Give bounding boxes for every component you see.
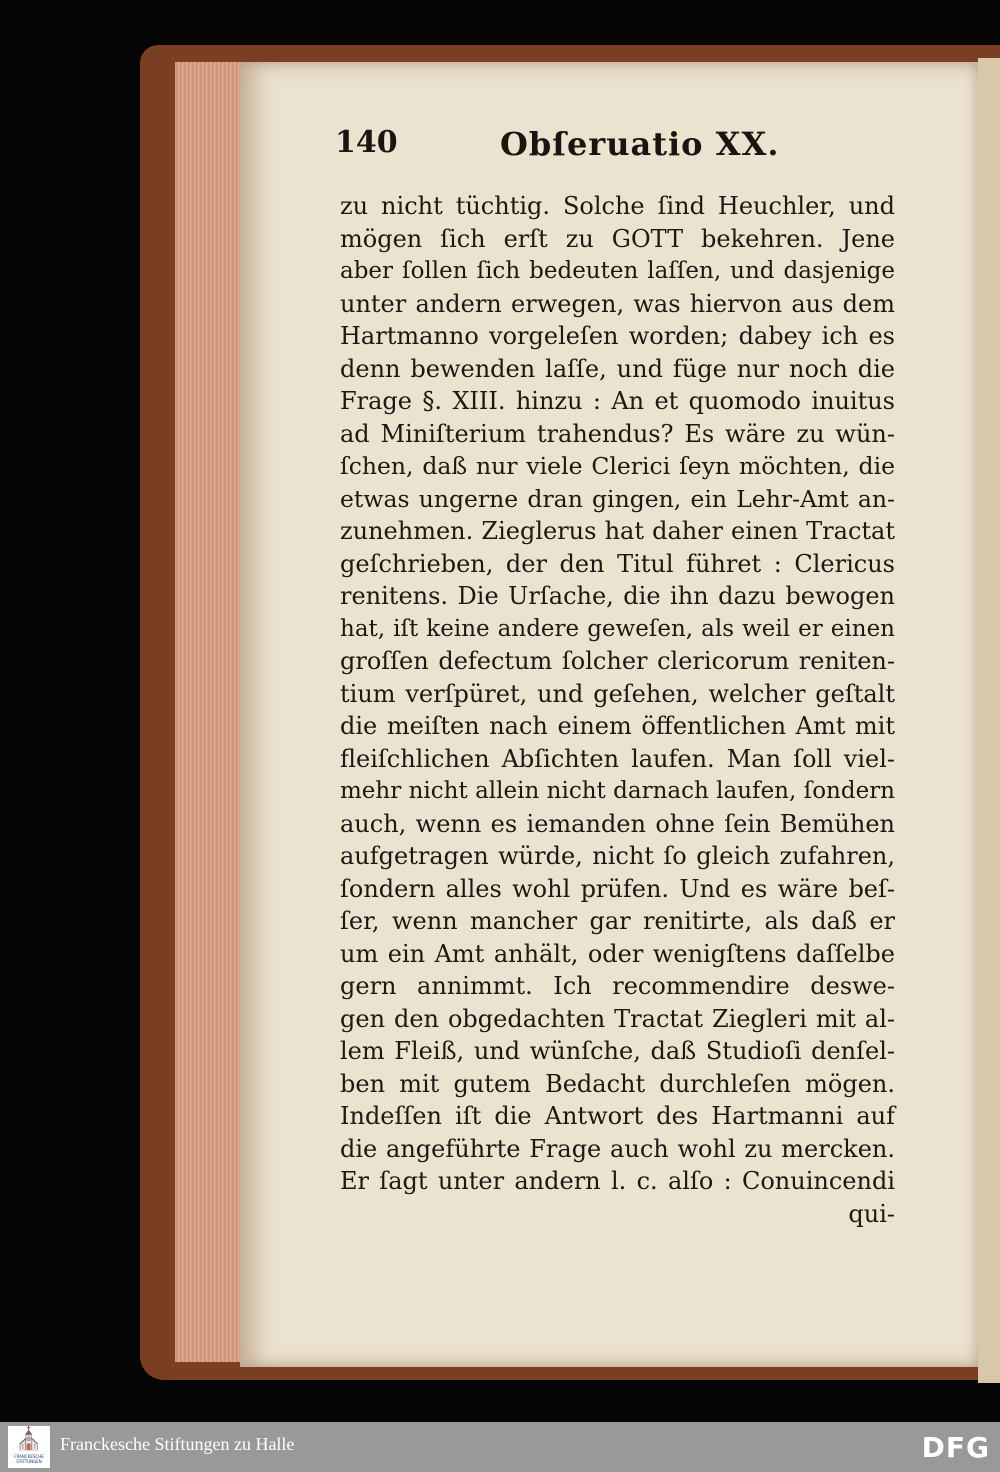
text-line: ben mit gutem Bedacht durchleſen mögen. <box>340 1069 895 1098</box>
text-line: um ein Amt anhält, oder wenigſtens daſſelbe <box>340 939 895 968</box>
text-line: groſſen defectum ſolcher clericorum reniten- <box>340 647 895 675</box>
text-line: Indeſſen iſt die Antwort des Hartmanni auf <box>340 1102 895 1130</box>
text-line: Frage §. XIII. hinzu : An et quomodo inuitus <box>340 387 895 415</box>
text-line: mehr nicht allein nicht darnach laufen, ſondern <box>340 778 895 804</box>
dfg-logo: DFG <box>921 1431 990 1464</box>
text-line: ad Miniſterium trahendus? Es wäre zu wün- <box>340 419 895 448</box>
text-line: ſondern alles wohl prüfen. Und es wäre beſ- <box>340 874 895 903</box>
text-line: gern annimmt. Ich recommendire deswe- <box>340 972 895 1000</box>
building-icon: ⛪ <box>15 1427 43 1452</box>
text-line: auch, wenn es iemanden ohne ſein Bemühen <box>340 809 895 838</box>
body-text <box>340 190 895 1230</box>
page-number: 140 <box>335 125 398 160</box>
text-line: ſchen, daß nur viele Clerici ſeyn möchten, die <box>340 452 895 480</box>
text-line: zunehmen. Zieglerus hat daher einen Tractat <box>340 517 895 545</box>
text-line: zu nicht tüchtig. Solche ſind Heuchler, und <box>340 192 895 220</box>
text-line: geſchrieben, der den Titul führet : Clericus <box>340 549 895 578</box>
text-line: lem Fleiß, und wünſche, daß Studioſi denſel- <box>340 1037 895 1065</box>
text-line: etwas ungerne dran gingen, ein Lehr-Amt an- <box>340 484 895 513</box>
page-edges <box>175 62 247 1362</box>
institution-name: Franckesche Stiftungen zu Halle <box>60 1434 295 1454</box>
text-line: denn bewenden laſſe, und füge nur noch die <box>340 354 895 383</box>
text-line: ſer, wenn mancher gar renitirte, als daß er <box>340 907 895 935</box>
catchword: qui- <box>848 1199 895 1228</box>
logo-text: FRANCKESCHE STIFTUNGEN <box>14 1454 44 1464</box>
footer-bar <box>0 1422 1000 1472</box>
running-head: Obſeruatio XX. <box>500 125 780 163</box>
facing-page-edge <box>978 58 1000 1383</box>
text-line: fleiſchlichen Abſichten laufen. Man ſoll viel- <box>340 744 895 773</box>
text-line: aber ſollen ſich bedeuten laſſen, und dasjenige <box>340 258 895 284</box>
text-line: mögen ſich erſt zu GOTT bekehren. Jene <box>340 224 895 253</box>
text-line: tium verſpüret, und geſehen, welcher geſtalt <box>340 679 895 708</box>
text-line: die angeführte Frage auch wohl zu mercken. <box>340 1134 895 1163</box>
text-line: gen den obgedachten Tractat Ziegleri mit al- <box>340 1004 895 1033</box>
text-line: Er ſagt unter andern l. c. alſo : Conuincendi <box>340 1167 895 1195</box>
text-line: hat, iſt keine andere geweſen, als weil er einen <box>340 615 895 642</box>
text-line: Hartmanno vorgeleſen worden; dabey ich es <box>340 322 895 350</box>
text-line: die meiſten nach einem öffentlichen Amt mit <box>340 712 895 740</box>
institution-logo <box>8 1426 50 1468</box>
text-line: aufgetragen würde, nicht ſo gleich zufahren, <box>340 842 895 870</box>
text-line: unter andern erwegen, was hiervon aus dem <box>340 289 895 318</box>
text-line: renitens. Die Urſache, die ihn dazu bewogen <box>340 582 895 610</box>
